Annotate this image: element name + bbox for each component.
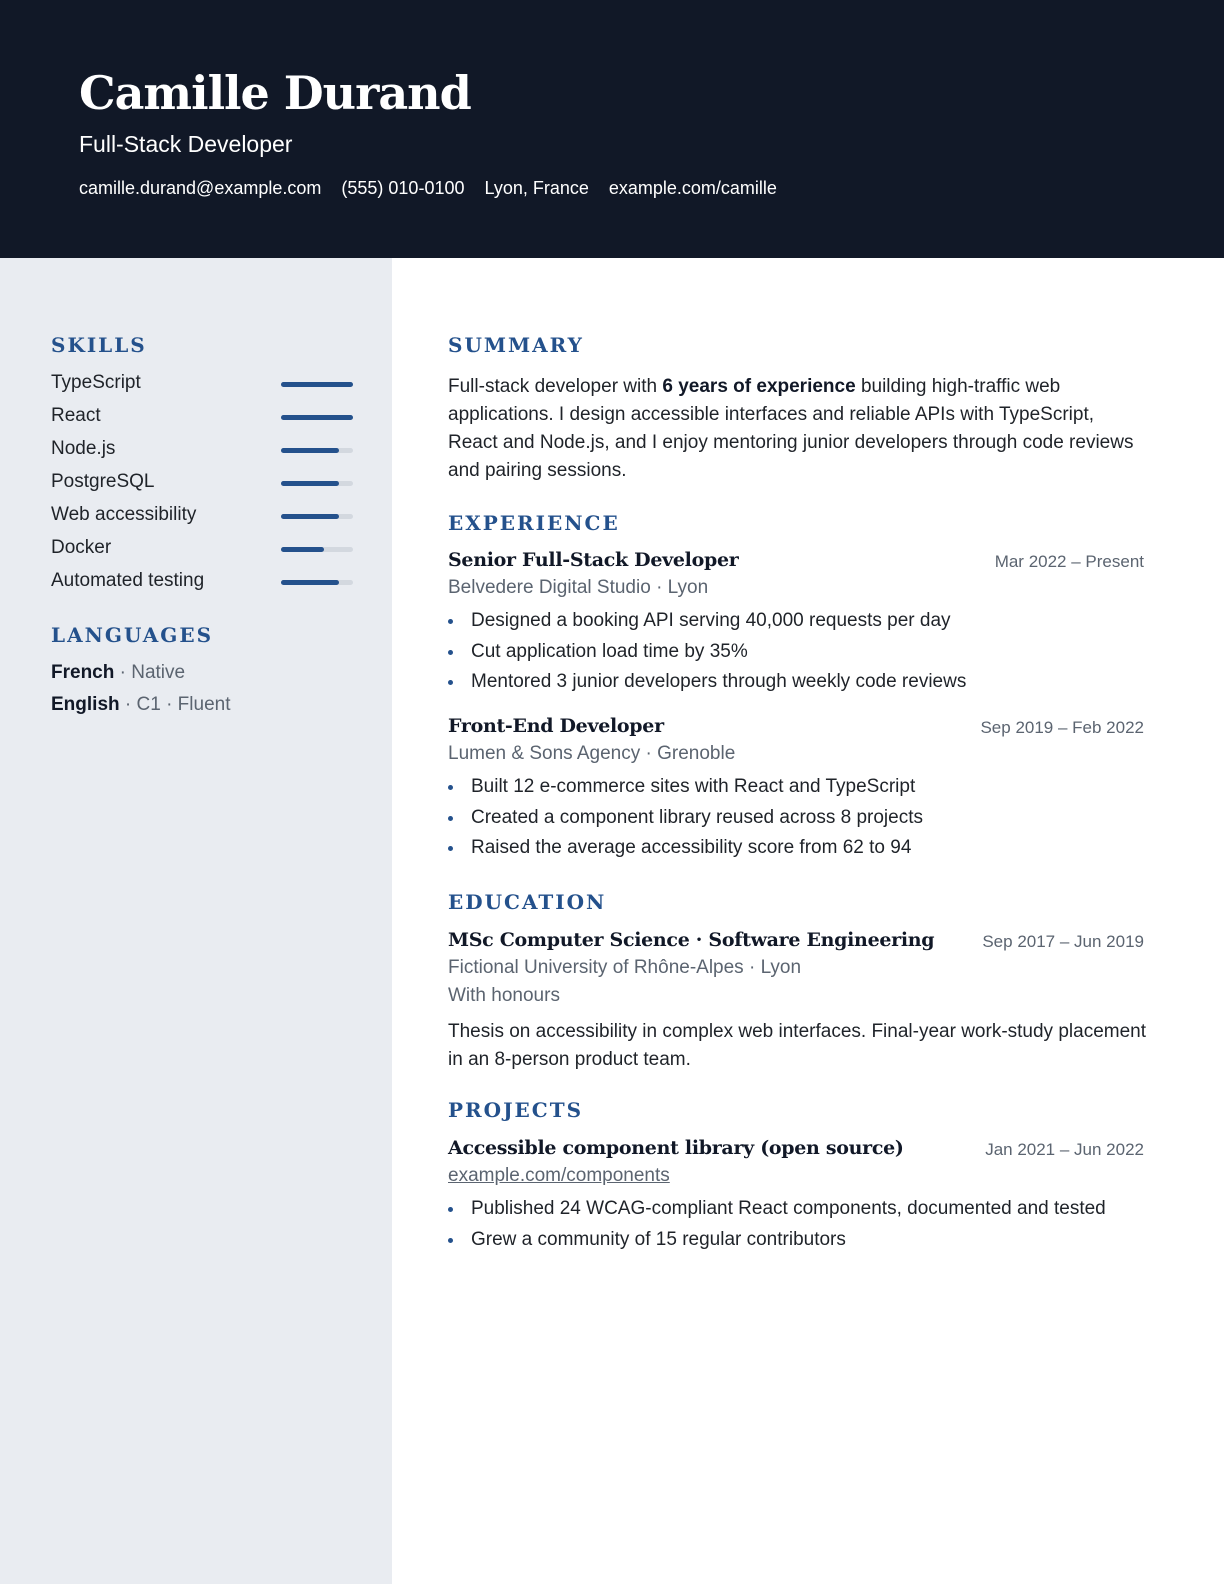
skill-level-bar	[281, 415, 353, 420]
bullet-item: Mentored 3 junior developers through weekly code reviews	[448, 667, 1168, 698]
skill-item	[51, 568, 353, 596]
bullet-item: Published 24 WCAG-compliant React components, documented and tested	[448, 1194, 1168, 1225]
skill-level-bar	[281, 547, 353, 552]
bullet-item: Created a component library reused across 8 projects	[448, 803, 1168, 834]
skill-level-fill	[281, 580, 339, 585]
school-name: Fictional University of Rhône-Alpes · Lyon	[448, 957, 802, 978]
skill-name: PostgreSQL	[51, 471, 155, 492]
contact-phone[interactable]: (555) 010-0100	[341, 178, 465, 198]
education-date: Sep 2017 – Jun 2019	[982, 932, 1144, 951]
skill-item	[51, 502, 353, 530]
job-date: Sep 2019 – Feb 2022	[980, 718, 1144, 737]
bullet-item: Designed a booking API serving 40,000 requests per day	[448, 606, 1168, 637]
skill-level-bar	[281, 448, 353, 453]
contact-website[interactable]: example.com/camille	[608, 178, 777, 198]
languages-title: LANGUAGES	[51, 623, 214, 647]
skill-level-fill	[281, 448, 339, 453]
contact-email[interactable]: camille.durand@example.com	[79, 178, 322, 198]
skill-level-fill	[281, 547, 324, 552]
contact-row	[79, 178, 777, 200]
degree-title: MSc Computer Science · Software Engineering	[448, 929, 935, 951]
education-description: Thesis on accessibility in complex web interfaces. Final-year work-study placement in an 8-person product team.	[448, 1021, 1146, 1070]
experience-title: EXPERIENCE	[448, 511, 620, 535]
summary-text-part: Full-stack developer with	[448, 376, 663, 397]
skill-name: Docker	[51, 537, 112, 558]
summary-title: SUMMARY	[448, 333, 584, 357]
skill-name: TypeScript	[51, 372, 141, 393]
summary-highlight: 6 years of experience	[662, 376, 856, 397]
skill-level-fill	[281, 514, 339, 519]
candidate-role: Full-Stack Developer	[79, 131, 293, 157]
skill-level-fill	[281, 481, 339, 486]
bullet-item: Built 12 e-commerce sites with React and TypeScript	[448, 772, 1168, 803]
project-title: Accessible component library (open source)	[448, 1137, 904, 1159]
skill-level-bar	[281, 481, 353, 486]
projects-title: PROJECTS	[448, 1098, 584, 1122]
job-company: Belvedere Digital Studio · Lyon	[448, 577, 709, 598]
contact-location: Lyon, France	[484, 178, 589, 198]
bullet-item: Cut application load time by 35%	[448, 637, 1168, 668]
job-bullets	[448, 772, 1168, 864]
project-link[interactable]: example.com/components	[448, 1165, 670, 1186]
skill-item	[51, 469, 353, 497]
skill-level-fill	[281, 382, 353, 387]
skill-name: React	[51, 405, 101, 426]
job-date: Mar 2022 – Present	[994, 552, 1144, 571]
skill-name: Automated testing	[51, 570, 205, 591]
skill-item	[51, 436, 353, 464]
job-bullets	[448, 606, 1168, 698]
language-name: French	[51, 662, 115, 683]
job-title: Senior Full-Stack Developer	[448, 549, 739, 571]
skill-item	[51, 370, 353, 398]
language-level: · Native	[114, 662, 186, 683]
project-bullets	[448, 1194, 1168, 1255]
job-company: Lumen & Sons Agency · Grenoble	[448, 743, 736, 764]
skill-level-fill	[281, 415, 353, 420]
resume-header	[0, 0, 1224, 258]
skill-name: Node.js	[51, 438, 116, 459]
education-title: EDUCATION	[448, 890, 607, 914]
summary-text	[448, 373, 1148, 485]
skill-level-bar	[281, 580, 353, 585]
bullet-item: Raised the average accessibility score from 62 to 94	[448, 833, 1168, 864]
project-date: Jan 2021 – Jun 2022	[985, 1140, 1144, 1159]
summary-text-part: building high-traffic web applications. I design accessible interfaces and reliable APIs with TypeScript, React and Node.js, and I enjoy mentoring junior developers through code reviews and pairing sessions.	[448, 376, 1134, 481]
candidate-name: Camille Durand	[79, 66, 471, 120]
skill-level-bar	[281, 382, 353, 387]
job-title: Front-End Developer	[448, 715, 664, 737]
language-item	[51, 694, 231, 717]
language-item	[51, 662, 185, 685]
skill-level-bar	[281, 514, 353, 519]
language-level: · C1 · Fluent	[119, 694, 231, 715]
skill-item	[51, 535, 353, 563]
language-name: English	[51, 694, 120, 715]
skill-item	[51, 403, 353, 431]
skill-name: Web accessibility	[51, 504, 197, 525]
skills-title: SKILLS	[51, 333, 147, 357]
education-honours: With honours	[448, 985, 560, 1006]
bullet-item: Grew a community of 15 regular contributors	[448, 1225, 1168, 1256]
